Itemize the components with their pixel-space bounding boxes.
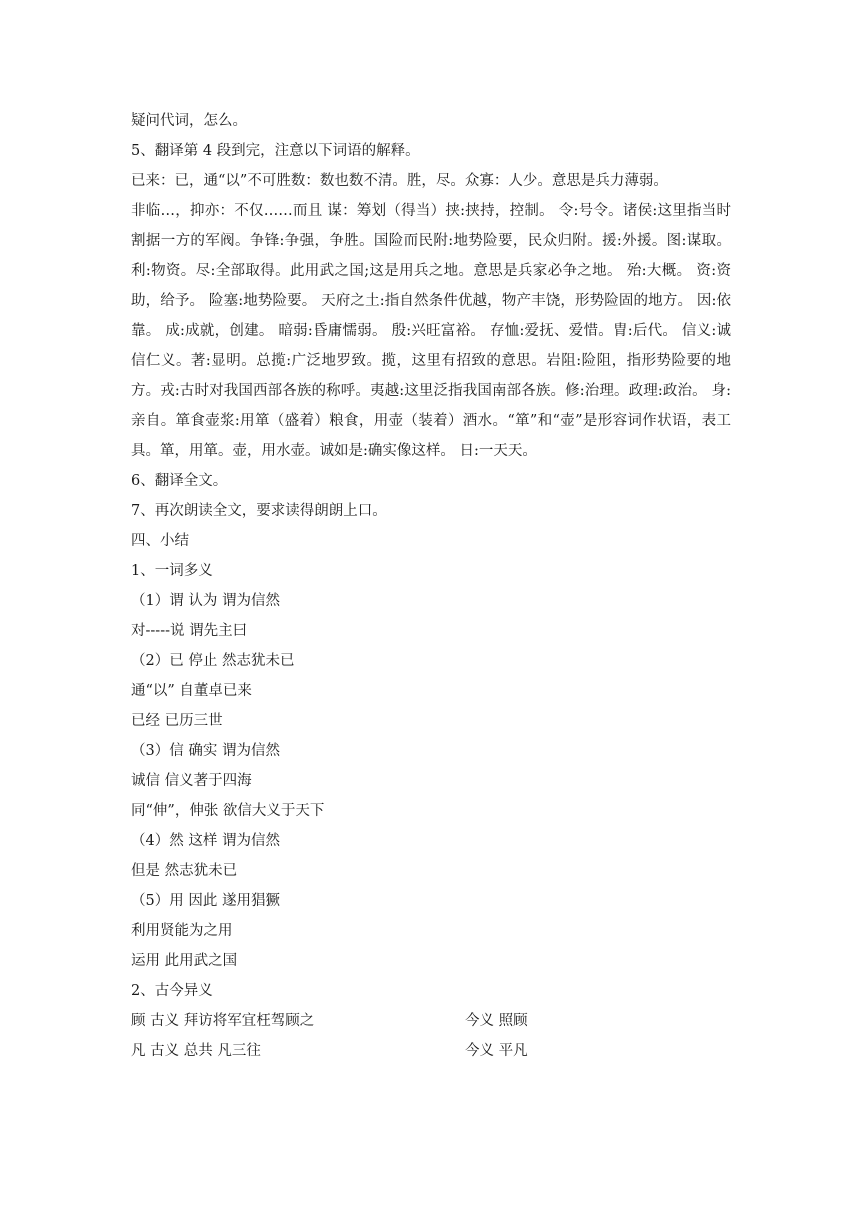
text-line: 诚信 信义著于四海 — [131, 773, 252, 789]
ancient-meaning: 凡 古义 总共 凡三往 — [131, 1043, 261, 1059]
subsection-heading: 1、一词多义 — [131, 563, 213, 579]
step-heading: 6、翻译全文。 — [131, 473, 228, 489]
text-line: 但是 然志犹未已 — [131, 863, 238, 879]
modern-meaning: 今义 照顾 — [465, 1013, 528, 1029]
document-body — [131, 106, 731, 1066]
text-line: 对-----说 谓先主曰 — [131, 623, 248, 639]
vocabulary-paragraph: 非临…，抑亦：不仅……而且 谋：筹划（得当）挟:挟持，控制。 令:号令。诸侯:这里指当时割据一方的军阀。争锋:争强，争胜。国险而民附:地势险要，民众归附。援:外援。图:谋取。利:物资。尽:全部取得。此用武之国;这是用兵之地。意思是兵家必争之地。 殆:大概。 资:资助，给予。 险塞:地势险要。 天府之土:指自然条件优越，物产丰饶，形势险固的地方。 因:依靠。 成:成就，创建。 暗弱:昏庸懦弱。 殷:兴旺富裕。 存恤:爱抚、爱惜。胄:后代。 信义:诚信仁义。著:显明。总揽:广泛地罗致。揽，这里有招致的意思。岩阻:险阻，指形势险要的地方。戎:古时对我国西部各族的称呼。夷越:这里泛指我国南部各族。修:治理。政理:政治。 身:亲自。箪食壶浆:用箪（盛着）粮食，用壶（装着）酒水。“箪”和“壶”是形容词作状语，表工具。箪，用箪。壶，用水壶。诚如是:确实像这样。 日:一天天。 — [131, 203, 731, 459]
comparison-row — [131, 1006, 731, 1036]
text-line: 利用贤能为之用 — [131, 923, 233, 939]
text-line: 已经 已历三世 — [131, 713, 223, 729]
text-line: （5）用 因此 遂用猖獗 — [131, 893, 280, 909]
text-line: （3）信 确实 谓为信然 — [131, 743, 280, 759]
text-line: 已来：已，通“以”不可胜数：数也数不清。胜，尽。众寡：人少。意思是兵力薄弱。 — [131, 173, 668, 189]
text-line: 通“以” 自董卓已来 — [131, 683, 252, 699]
step-heading: 5、翻译第 4 段到完，注意以下词语的解释。 — [131, 143, 420, 159]
text-line: （4）然 这样 谓为信然 — [131, 833, 280, 849]
section-heading: 四、小结 — [131, 533, 189, 549]
text-line: （1）谓 认为 谓为信然 — [131, 593, 280, 609]
text-line: （2）已 停止 然志犹未已 — [131, 653, 295, 669]
comparison-row — [131, 1036, 731, 1066]
text-line: 同“伸”，伸张 欲信大义于天下 — [131, 803, 325, 819]
subsection-heading: 2、古今异义 — [131, 983, 213, 999]
text-line: 疑问代词，怎么。 — [131, 113, 247, 129]
text-line: 运用 此用武之国 — [131, 953, 238, 969]
ancient-meaning: 顾 古义 拜访将军宜枉驾顾之 — [131, 1013, 315, 1029]
modern-meaning: 今义 平凡 — [465, 1043, 528, 1059]
step-heading: 7、再次朗读全文，要求读得朗朗上口。 — [131, 503, 387, 519]
